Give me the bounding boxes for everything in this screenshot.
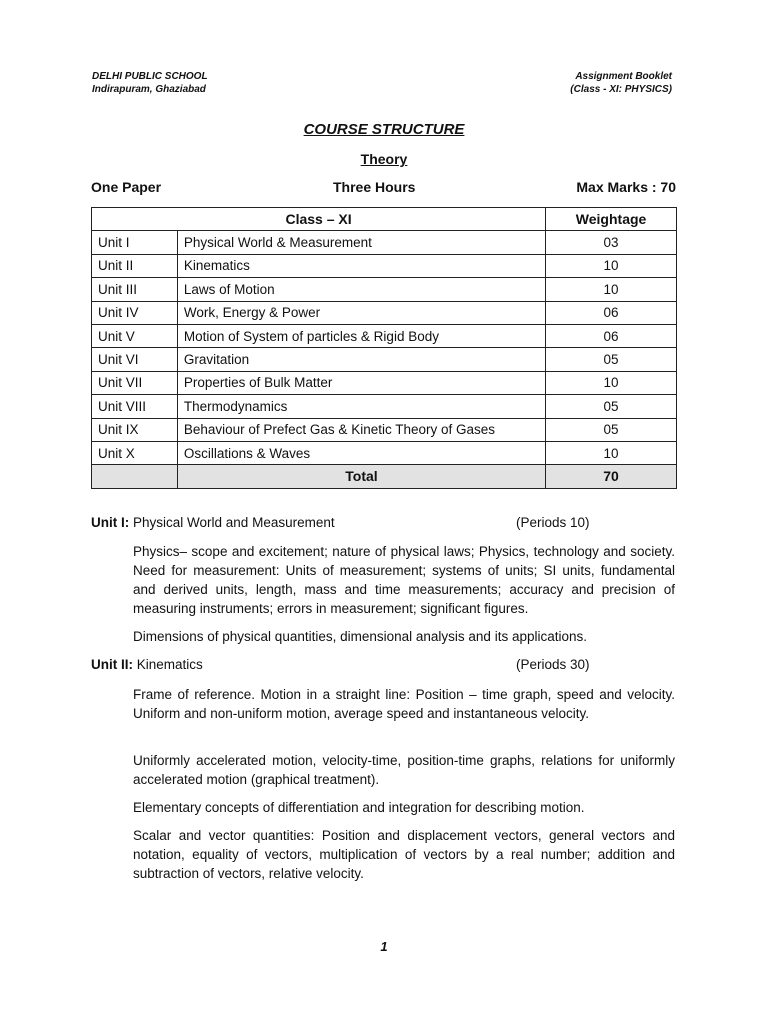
unit-cell: Unit IX xyxy=(92,418,178,441)
header-left xyxy=(92,70,208,96)
topic-cell: Laws of Motion xyxy=(177,278,545,301)
weightage-table xyxy=(91,207,677,489)
unit2-title: Kinematics xyxy=(136,657,203,672)
paper-count: One Paper xyxy=(91,179,162,195)
topic-cell: Oscillations & Waves xyxy=(177,441,545,464)
table-row xyxy=(92,441,677,464)
school-name: DELHI PUBLIC SCHOOL xyxy=(92,71,208,82)
unit-cell: Unit IV xyxy=(92,301,178,324)
table-row xyxy=(92,395,677,418)
table-row xyxy=(92,301,677,324)
topic-cell: Behaviour of Prefect Gas & Kinetic Theory of Gases xyxy=(177,418,545,441)
unit1-periods: (Periods 10) xyxy=(516,515,590,530)
class-subject: (Class - XI: PHYSICS) xyxy=(570,84,672,95)
weight-cell: 03 xyxy=(546,231,677,254)
unit2-heading xyxy=(91,657,675,672)
paper-duration: Three Hours xyxy=(333,179,416,195)
unit2-label: Unit II: xyxy=(91,657,133,672)
total-blank-cell xyxy=(92,465,178,488)
table-row xyxy=(92,278,677,301)
unit-cell: Unit X xyxy=(92,441,178,464)
unit-cell: Unit VI xyxy=(92,348,178,371)
table-row xyxy=(92,254,677,277)
unit-cell: Unit V xyxy=(92,324,178,347)
weight-cell: 10 xyxy=(546,278,677,301)
unit-cell: Unit VII xyxy=(92,371,178,394)
topic-cell: Properties of Bulk Matter xyxy=(177,371,545,394)
class-header: Class – XI xyxy=(92,208,546,231)
unit1-paragraph-2: Dimensions of physical quantities, dimensional analysis and its applications. xyxy=(133,629,587,644)
page-number: 1 xyxy=(380,939,388,954)
unit2-periods: (Periods 30) xyxy=(516,657,590,672)
header-right xyxy=(570,70,672,96)
unit-cell: Unit III xyxy=(92,278,178,301)
max-marks: Max Marks : 70 xyxy=(576,179,676,195)
total-row xyxy=(92,465,677,488)
table-row xyxy=(92,231,677,254)
weight-cell: 05 xyxy=(546,348,677,371)
unit2-paragraph-4: Scalar and vector quantities: Position and displacement vectors, general vectors and notation, equality of vectors, multiplication of vectors by a real number; addition and subtraction of vectors, relative velocity. xyxy=(133,828,675,881)
unit1-paragraph-1: Physics– scope and excitement; nature of physical laws; Physics, technology and society. Need for measurement: Units of measurement; systems of units; SI units, fundamental and derived units, length, mass and time measurements; accuracy and precision of measuring instruments; errors in measurement; significant figures. xyxy=(133,544,675,616)
weightage-header: Weightage xyxy=(546,208,677,231)
total-value: 70 xyxy=(546,465,677,488)
weight-cell: 10 xyxy=(546,254,677,277)
topic-cell: Motion of System of particles & Rigid Body xyxy=(177,324,545,347)
weight-cell: 10 xyxy=(546,441,677,464)
weight-cell: 10 xyxy=(546,371,677,394)
weight-cell: 06 xyxy=(546,301,677,324)
school-location: Indirapuram, Ghaziabad xyxy=(92,84,206,95)
table-row xyxy=(92,348,677,371)
unit-cell: Unit I xyxy=(92,231,178,254)
unit2-paragraph-1: Frame of reference. Motion in a straight line: Position – time graph, speed and velocity. Uniform and non-uniform motion, average speed and instantaneous velocity. xyxy=(133,687,675,721)
table-row xyxy=(92,418,677,441)
unit1-title: Physical World and Measurement xyxy=(133,515,335,530)
table-header-row xyxy=(92,208,677,231)
unit1-heading xyxy=(91,515,675,530)
topic-cell: Thermodynamics xyxy=(177,395,545,418)
weight-cell: 06 xyxy=(546,324,677,347)
unit-cell: Unit VIII xyxy=(92,395,178,418)
topic-cell: Gravitation xyxy=(177,348,545,371)
unit-cell: Unit II xyxy=(92,254,178,277)
weight-cell: 05 xyxy=(546,418,677,441)
weight-cell: 05 xyxy=(546,395,677,418)
total-label: Total xyxy=(177,465,545,488)
table-row xyxy=(92,324,677,347)
topic-cell: Work, Energy & Power xyxy=(177,301,545,324)
topic-cell: Kinematics xyxy=(177,254,545,277)
unit2-paragraph-3: Elementary concepts of differentiation and integration for describing motion. xyxy=(133,800,585,815)
topic-cell: Physical World & Measurement xyxy=(177,231,545,254)
theory-title: Theory xyxy=(360,151,408,167)
table-row xyxy=(92,371,677,394)
course-structure-title: COURSE STRUCTURE xyxy=(303,121,465,138)
unit1-label: Unit I: xyxy=(91,515,130,530)
booklet-title: Assignment Booklet xyxy=(575,71,672,82)
unit2-paragraph-2: Uniformly accelerated motion, velocity-time, position-time graphs, relations for uniformly accelerated motion (graphical treatment). xyxy=(133,753,675,787)
